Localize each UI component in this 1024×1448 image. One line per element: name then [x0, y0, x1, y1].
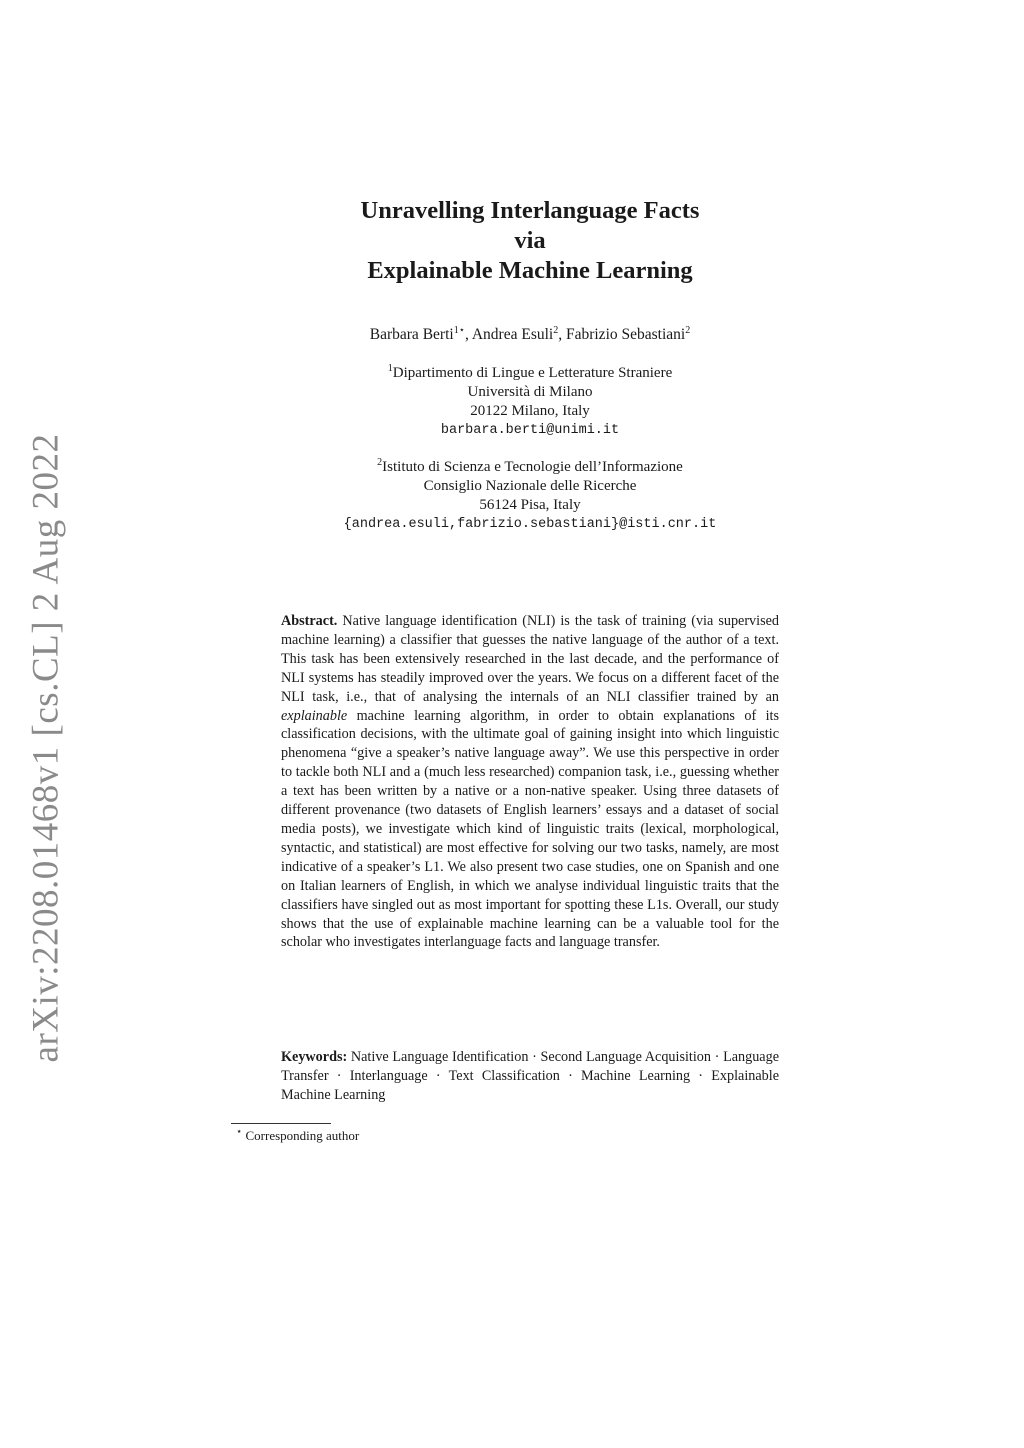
affiliation-2-mark: 2 [377, 457, 383, 468]
author-list [230, 326, 830, 344]
affiliation-2-city: 56124 Pisa, Italy [479, 497, 581, 513]
affiliation-2-dept: Istituto di Scienza e Tecnologie dell’Informazione [382, 459, 683, 475]
author-2-name: Andrea Esuli [471, 326, 554, 343]
abstract [281, 612, 779, 952]
author-1-name: Barbara Berti [369, 326, 454, 343]
author-separator-1: , [464, 326, 472, 343]
title-line-3: Explainable Machine Learning [367, 257, 693, 284]
paper-title [230, 196, 830, 286]
footnote-mark: ⋆ [236, 1126, 243, 1138]
affiliation-1-mark: 1 [387, 363, 393, 374]
abstract-text-1: Native language identification (NLI) is the task of training (via supervised machine learning) a classifier that guesses the native language of the author of a text. This task has been extensively researched in the last decade, and the performance of NLI systems has steadily improved over the years. We focus on a different facet of the NLI task, i.e., that of analysing the internals of an NLI classifier trained by an [281, 613, 780, 705]
keywords-label: Keywords: [281, 1049, 348, 1065]
affiliation-2-email[interactable]: {andrea.esuli,fabrizio.sebastiani}@isti.cnr.it [343, 517, 717, 532]
keywords [281, 1048, 779, 1105]
affiliation-2 [230, 458, 830, 534]
affiliation-1-univ: Università di Milano [467, 384, 593, 400]
author-1-mark: 1⋆ [453, 324, 465, 336]
keywords-text: Native Language Identification · Second Language Acquisition · Language Transfer · Interlanguage · Text Classification · Machine Learning · Explainable Machine Learning [281, 1049, 779, 1103]
title-line-1: Unravelling Interlanguage Facts [360, 197, 700, 224]
footnote [236, 1128, 359, 1144]
affiliation-1-dept: Dipartimento di Lingue e Letterature Straniere [392, 365, 673, 381]
affiliation-1-email[interactable]: barbara.berti@unimi.it [440, 423, 620, 438]
affiliation-1-city: 20122 Milano, Italy [470, 403, 590, 419]
footnote-text: Corresponding author [245, 1128, 360, 1143]
footnote-divider [231, 1123, 331, 1124]
abstract-italic-term: explainable [281, 707, 348, 724]
author-2-mark: 2 [553, 324, 559, 336]
abstract-text-2: machine learning algorithm, in order to obtain explanations of its classification decisions, with the ultimate goal of gaining insight into which linguistic phenomena “give a speaker’s native language away”. We use this perspective in order to tackle both NLI and a (much less researched) companion task, i.e., guessing whether a text has been written by a native or a non-native speaker. Using three datasets of different provenance (two datasets of English learners’ essays and a dataset of social media posts), we investigate which kind of linguistic traits (lexical, morphological, syntactic, and statistical) are most effective for solving our two tasks, namely, are most indicative of a speaker’s L1. We also present two case studies, one on Spanish and one on Italian learners of English, in which we analyse individual linguistic traits that the classifiers have singled out as most important for spotting these L1s. Overall, our study shows that the use of explainable machine learning can be a valuable tool for the scholar who investigates interlanguage facts and language transfer. [281, 707, 779, 951]
title-line-2: via [514, 227, 546, 254]
arxiv-identifier: arXiv:2208.01468v1 [cs.CL] 2 Aug 2022 [25, 433, 67, 1063]
affiliation-2-org: Consiglio Nazionale delle Ricerche [423, 478, 637, 494]
author-3-name: Fabrizio Sebastiani [565, 326, 686, 343]
author-3-mark: 2 [685, 324, 691, 336]
affiliation-1 [230, 364, 830, 440]
abstract-label: Abstract. [281, 613, 338, 629]
author-separator-2: , [558, 326, 566, 343]
